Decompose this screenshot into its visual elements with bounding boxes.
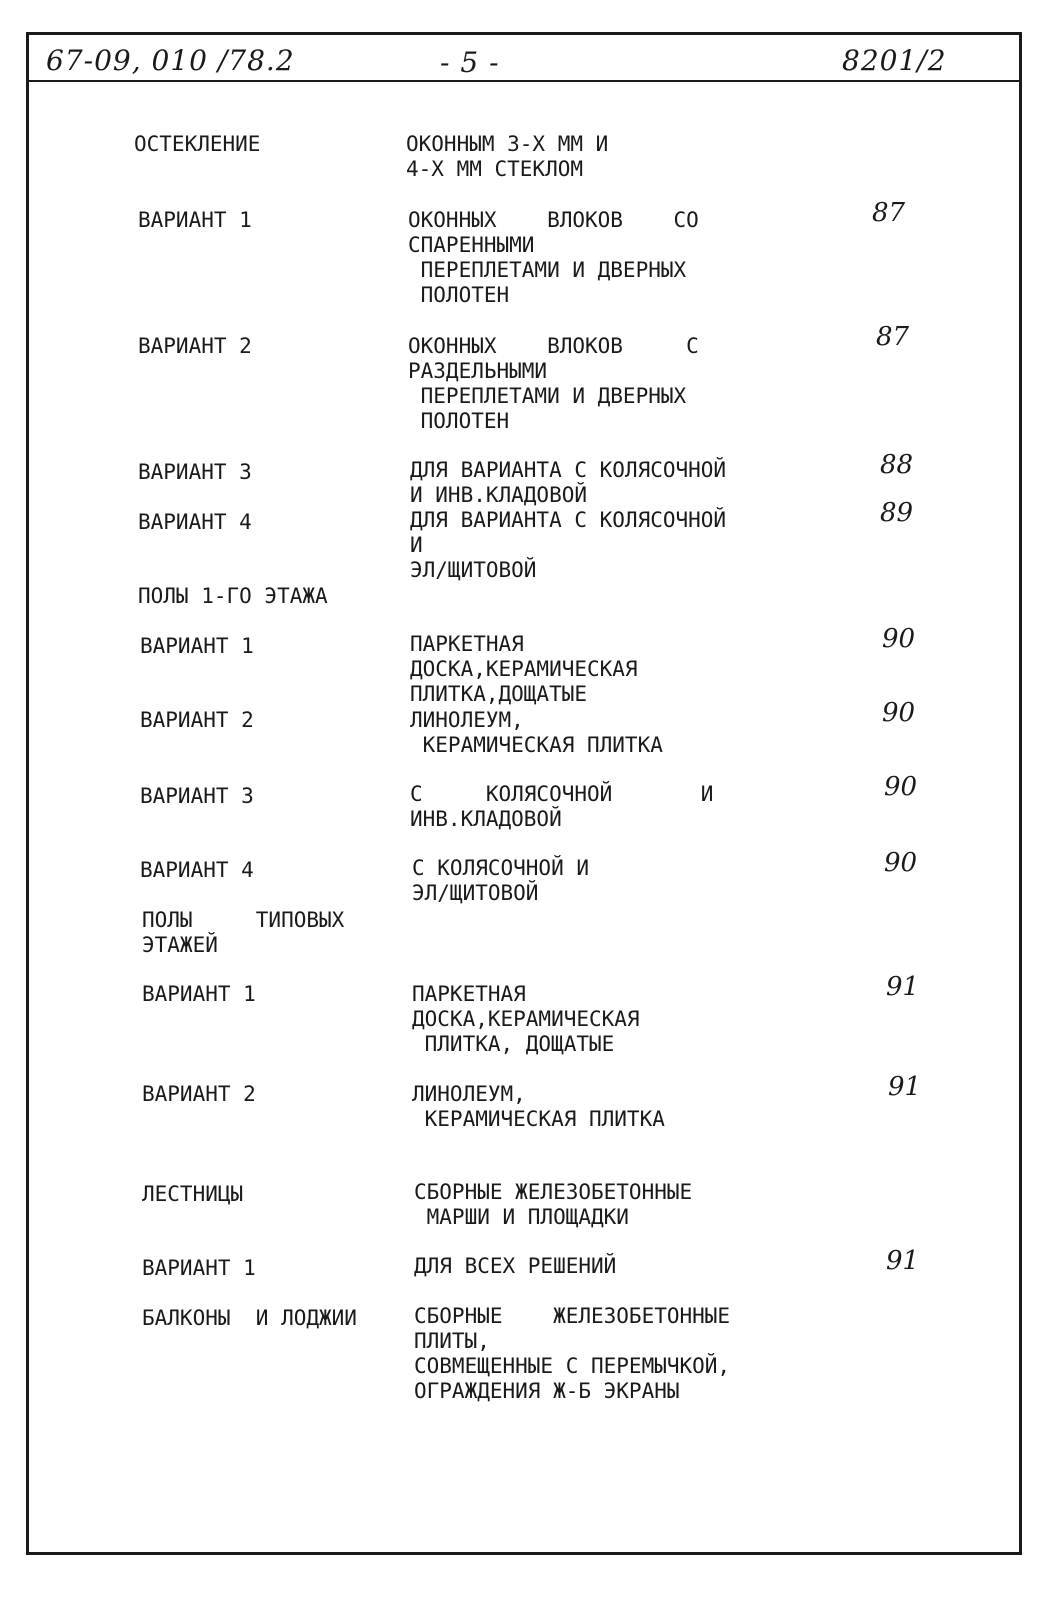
row-label-floors-typ-v1: ВАРИАНТ 1 bbox=[142, 982, 256, 1006]
row-num-floors1-v3: 90 bbox=[884, 772, 918, 802]
row-label-glazing-v2: ВАРИАНТ 2 bbox=[138, 334, 252, 358]
row-num-glazing-v3: 88 bbox=[880, 450, 914, 480]
row-desc-glazing-v4: ДЛЯ ВАРИАНТА С КОЛЯСОЧНОЙ И ЭЛ/ЩИТОВОЙ bbox=[410, 508, 727, 582]
section-floors-first: ПОЛЫ 1-ГО ЭТАЖА bbox=[138, 584, 328, 608]
row-num-glazing-v2: 87 bbox=[876, 322, 910, 352]
row-label-stairs: ЛЕСТНИЦЫ bbox=[142, 1182, 244, 1206]
row-label-floors1-v3: ВАРИАНТ 3 bbox=[140, 784, 254, 808]
row-desc-floors1-v1: ПАРКЕТНАЯ ДОСКА,КЕРАМИЧЕСКАЯ ПЛИТКА,ДОЩАТЫЕ bbox=[410, 632, 638, 706]
row-num-stairs-v1: 91 bbox=[886, 1246, 920, 1276]
row-desc-balconies: СБОРНЫЕ ЖЕЛЕЗОБЕТОННЫЕ ПЛИТЫ, СОВМЕЩЕННЫЕ С ПЕРЕМЫЧКОЙ, ОГРАЖДЕНИЯ Ж-Б ЭКРАНЫ bbox=[414, 1304, 731, 1403]
row-label-glazing-v3: ВАРИАНТ 3 bbox=[138, 460, 252, 484]
section-floors-typical: ПОЛЫ ТИПОВЫХ ЭТАЖЕЙ bbox=[142, 908, 345, 957]
row-label-floors1-v1: ВАРИАНТ 1 bbox=[140, 634, 254, 658]
row-desc-glazing-v1: ОКОННЫХ ВЛОКОВ СО СПАРЕННЫМИ ПЕРЕПЛЕТАМИ И ДВЕРНЫХ ПОЛОТЕН bbox=[408, 208, 699, 307]
row-label-floors1-v2: ВАРИАНТ 2 bbox=[140, 708, 254, 732]
row-desc-floors-typ-v2: ЛИНОЛЕУМ, КЕРАМИЧЕСКАЯ ПЛИТКА bbox=[412, 1082, 665, 1131]
row-label-balconies: БАЛКОНЫ И ЛОДЖИИ bbox=[142, 1306, 357, 1330]
row-num-floors-typ-v1: 91 bbox=[886, 972, 920, 1002]
row-desc-glazing-v2: ОКОННЫХ ВЛОКОВ С РАЗДЕЛЬНЫМИ ПЕРЕПЛЕТАМИ И ДВЕРНЫХ ПОЛОТЕН bbox=[408, 334, 699, 433]
row-desc-floors1-v3: С КОЛЯСОЧНОЙ И ИНВ.КЛАДОВОЙ bbox=[410, 782, 714, 831]
sheet-code: 8201/2 bbox=[842, 44, 947, 77]
row-label-glazing-v4: ВАРИАНТ 4 bbox=[138, 510, 252, 534]
row-desc-stairs-v1: ДЛЯ ВСЕХ РЕШЕНИЙ bbox=[414, 1254, 617, 1278]
row-num-floors1-v4: 90 bbox=[884, 848, 918, 878]
row-label-stairs-v1: ВАРИАНТ 1 bbox=[142, 1256, 256, 1280]
row-label-floors1-v4: ВАРИАНТ 4 bbox=[140, 858, 254, 882]
row-num-glazing-v4: 89 bbox=[880, 498, 914, 528]
row-desc-floors-typ-v1: ПАРКЕТНАЯ ДОСКА,КЕРАМИЧЕСКАЯ ПЛИТКА, ДОЩАТЫЕ bbox=[412, 982, 640, 1056]
row-label-floors-typ-v2: ВАРИАНТ 2 bbox=[142, 1082, 256, 1106]
header-divider bbox=[26, 80, 1022, 82]
row-desc-glazing-v3: ДЛЯ ВАРИАНТА С КОЛЯСОЧНОЙ И ИНВ.КЛАДОВОЙ bbox=[410, 458, 727, 507]
row-num-floors1-v2: 90 bbox=[882, 698, 916, 728]
page-number: - 5 - bbox=[440, 46, 500, 79]
row-label-glazing: ОСТЕКЛЕНИЕ bbox=[134, 132, 261, 156]
row-num-floors1-v1: 90 bbox=[882, 624, 916, 654]
row-label-glazing-v1: ВАРИАНТ 1 bbox=[138, 208, 252, 232]
row-desc-floors1-v4: С КОЛЯСОЧНОЙ И ЭЛ/ЩИТОВОЙ bbox=[412, 856, 590, 905]
document-code: 67-09, 010 /78.2 bbox=[46, 44, 295, 77]
row-num-glazing-v1: 87 bbox=[872, 198, 906, 228]
row-desc-stairs: СБОРНЫЕ ЖЕЛЕЗОБЕТОННЫЕ МАРШИ И ПЛОЩАДКИ bbox=[414, 1180, 693, 1229]
row-desc-glazing: ОКОННЫМ 3-Х ММ И 4-Х ММ СТЕКЛОМ bbox=[406, 132, 609, 181]
row-desc-floors1-v2: ЛИНОЛЕУМ, КЕРАМИЧЕСКАЯ ПЛИТКА bbox=[410, 708, 663, 757]
row-num-floors-typ-v2: 91 bbox=[888, 1072, 922, 1102]
